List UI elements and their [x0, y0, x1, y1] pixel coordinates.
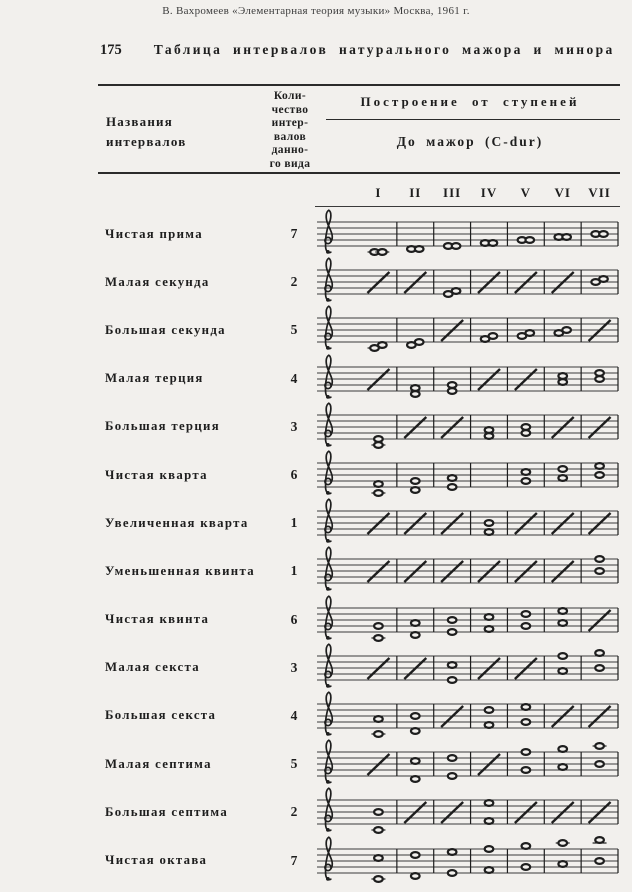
whole-note	[485, 722, 494, 728]
whole-note	[485, 614, 494, 620]
column-header-build	[320, 86, 620, 172]
column-header-names-line1: Названия	[106, 114, 173, 129]
interval-count: 4	[290, 707, 298, 723]
whole-note	[558, 746, 567, 752]
whole-note	[448, 677, 457, 683]
whole-note	[558, 861, 567, 867]
whole-note	[411, 758, 420, 764]
interval-count: 6	[290, 467, 298, 483]
interval-name: Уменьшенная квинта	[105, 563, 255, 578]
whole-note	[599, 231, 608, 237]
whole-note	[522, 611, 531, 617]
interval-count: 1	[290, 563, 298, 579]
treble-clef-icon	[325, 740, 332, 784]
whole-note	[485, 626, 494, 632]
whole-note	[485, 846, 494, 852]
whole-note	[378, 343, 387, 349]
whole-note	[522, 843, 531, 849]
degree-numeral: II	[409, 185, 422, 200]
whole-note	[448, 755, 457, 761]
column-header-names	[98, 86, 260, 172]
treble-clef-icon	[325, 210, 332, 254]
treble-clef-icon	[325, 451, 332, 495]
whole-note	[595, 557, 604, 563]
table-row	[98, 692, 620, 740]
title-row	[100, 42, 620, 59]
page-number: 175	[100, 42, 122, 58]
whole-note	[599, 276, 608, 282]
interval-name: Большая секста	[105, 708, 217, 723]
whole-note	[522, 719, 531, 725]
treble-clef-icon	[325, 499, 332, 543]
interval-name: Чистая октава	[105, 853, 208, 868]
whole-note	[411, 713, 420, 719]
whole-note	[595, 472, 604, 478]
whole-note	[525, 331, 534, 337]
whole-note	[411, 852, 420, 858]
table-row	[98, 403, 620, 451]
whole-note	[448, 617, 457, 623]
interval-count: 3	[290, 659, 298, 675]
whole-note	[411, 632, 420, 638]
whole-note	[595, 650, 604, 656]
whole-note	[485, 818, 494, 824]
table-row	[98, 258, 620, 306]
whole-note	[374, 716, 383, 722]
degree-numeral: V	[520, 185, 532, 200]
source-citation: В. Вахромеев «Элементарная теория музыки» Москва, 1961 г.	[162, 5, 470, 17]
interval-name: Увеличенная кварта	[105, 515, 249, 530]
whole-note	[595, 370, 604, 376]
treble-clef-icon	[325, 596, 332, 640]
whole-note	[411, 620, 420, 626]
whole-note	[522, 478, 531, 484]
whole-note	[485, 427, 494, 433]
treble-clef-icon	[325, 644, 332, 688]
degree-numeral: III	[443, 185, 462, 200]
whole-note	[522, 623, 531, 629]
whole-note	[595, 837, 604, 843]
column-header-names-line2: интервалов	[106, 134, 187, 150]
whole-note	[595, 463, 604, 469]
treble-clef-icon	[325, 548, 332, 592]
table-row	[98, 836, 620, 884]
whole-note	[485, 867, 494, 873]
treble-clef-icon	[325, 355, 332, 399]
whole-note	[374, 855, 383, 861]
interval-count: 6	[290, 611, 298, 627]
whole-note	[558, 608, 567, 614]
treble-clef-icon	[325, 692, 332, 736]
interval-count: 5	[290, 756, 298, 772]
whole-note	[374, 481, 383, 487]
interval-name: Большая септима	[105, 804, 229, 819]
whole-note	[558, 620, 567, 626]
treble-clef-icon	[325, 258, 332, 302]
whole-note	[522, 704, 531, 710]
interval-name: Малая терция	[105, 371, 204, 386]
whole-note	[411, 487, 420, 493]
whole-note	[562, 234, 571, 240]
interval-name: Чистая квинта	[105, 612, 210, 627]
interval-count: 3	[290, 418, 298, 434]
whole-note	[562, 328, 571, 334]
table-row	[98, 355, 620, 403]
whole-note	[485, 520, 494, 526]
whole-note	[448, 484, 457, 490]
table-row	[98, 596, 620, 644]
interval-count: 4	[290, 370, 298, 386]
whole-note	[374, 436, 383, 442]
whole-note	[525, 237, 534, 243]
whole-note	[448, 662, 457, 668]
whole-note	[522, 767, 531, 773]
whole-note	[558, 840, 567, 846]
whole-note	[595, 743, 604, 749]
whole-note	[489, 240, 498, 246]
whole-note	[415, 246, 424, 252]
whole-note	[522, 749, 531, 755]
interval-name: Большая терция	[105, 419, 220, 434]
whole-note	[558, 653, 567, 659]
whole-note	[411, 776, 420, 782]
whole-note	[452, 243, 461, 249]
whole-note	[558, 373, 567, 379]
treble-clef-icon	[325, 789, 332, 833]
whole-note	[411, 385, 420, 391]
table-row	[98, 306, 620, 354]
whole-note	[485, 800, 494, 806]
whole-note	[558, 764, 567, 770]
whole-note	[448, 773, 457, 779]
degree-numeral: I	[375, 185, 382, 200]
interval-name: Малая секунда	[105, 274, 210, 289]
column-header-count: Коли- чество интер- валов данно- го вида	[269, 90, 311, 170]
whole-note	[374, 876, 383, 882]
table-row	[98, 210, 620, 258]
whole-note	[595, 858, 604, 864]
table-row	[98, 499, 620, 547]
build-from-degrees-label: Построение от ступеней	[360, 94, 580, 109]
whole-note	[448, 475, 457, 481]
treble-clef-icon	[325, 307, 332, 351]
whole-note	[489, 334, 498, 340]
whole-note	[558, 668, 567, 674]
table-row	[98, 788, 620, 836]
whole-note	[448, 382, 457, 388]
table-row	[98, 451, 620, 499]
interval-count: 7	[290, 852, 298, 868]
whole-note	[448, 849, 457, 855]
interval-count: 7	[290, 226, 298, 242]
interval-rows	[98, 210, 620, 885]
scale-degrees-row	[315, 183, 620, 207]
degree-numeral: VII	[588, 185, 611, 200]
table-row	[98, 644, 620, 692]
degree-numeral: VI	[554, 185, 571, 200]
table-row	[98, 740, 620, 788]
interval-count: 1	[290, 515, 298, 531]
interval-name: Малая септима	[105, 756, 212, 771]
table-row	[98, 547, 620, 595]
degree-numeral: IV	[480, 185, 498, 200]
treble-clef-icon	[325, 403, 332, 447]
whole-note	[595, 569, 604, 575]
interval-count: 5	[290, 322, 298, 338]
whole-note	[522, 469, 531, 475]
interval-name: Малая секста	[105, 660, 200, 675]
whole-note	[374, 623, 383, 629]
whole-note	[374, 809, 383, 815]
interval-name: Чистая прима	[105, 226, 203, 241]
interval-count: 2	[290, 274, 298, 290]
whole-note	[595, 665, 604, 671]
whole-note	[448, 870, 457, 876]
whole-note	[448, 629, 457, 635]
whole-note	[522, 864, 531, 870]
treble-clef-icon	[325, 837, 332, 881]
whole-note	[452, 288, 461, 294]
interval-count: 2	[290, 804, 298, 820]
whole-note	[522, 424, 531, 430]
table-header	[98, 84, 620, 174]
whole-note	[558, 475, 567, 481]
interval-name: Чистая кварта	[105, 467, 208, 482]
whole-note	[485, 529, 494, 535]
staff	[315, 833, 620, 889]
key-label: До мажор (C-dur)	[396, 134, 544, 149]
interval-name: Большая секунда	[105, 322, 226, 337]
page-title: Таблица интервалов натурального мажора и минора	[153, 42, 615, 57]
whole-note	[415, 340, 424, 346]
whole-note	[411, 873, 420, 879]
whole-note	[411, 728, 420, 734]
whole-note	[558, 466, 567, 472]
whole-note	[485, 707, 494, 713]
whole-note	[595, 761, 604, 767]
whole-note	[411, 478, 420, 484]
